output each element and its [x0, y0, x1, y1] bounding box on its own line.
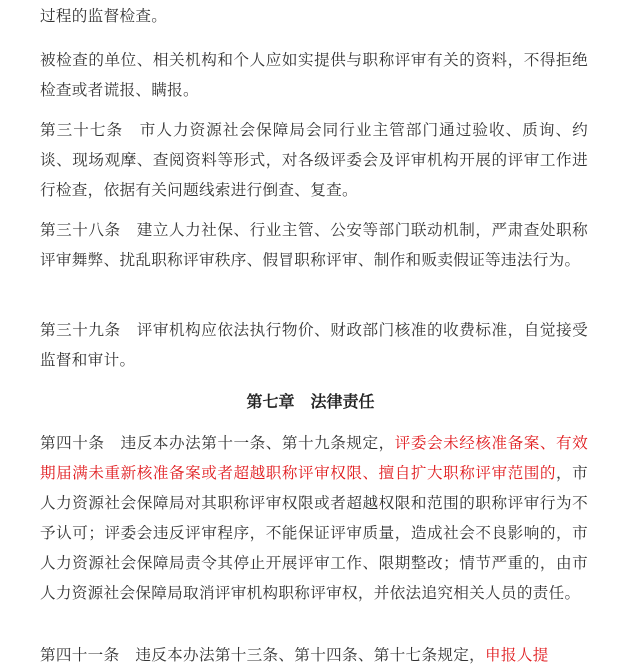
article-41-lead: 第四十一条 违反本办法第十三条、第十四条、第十七条规定，: [40, 646, 486, 664]
paragraph-article-40: [40, 428, 588, 608]
article-40-highlight: 评委会未经核准备案、有效期届满未重新核准备案或者超越职称评审权限、擅自扩大职称评审范围的: [40, 434, 588, 482]
paragraph-article-38: 第三十八条 建立人力社保、行业主管、公安等部门联动机制，严肃查处职称评审舞弊、扰乱职称评审秩序、假冒职称评审、制作和贩卖假证等违法行为。: [40, 221, 588, 269]
article-40-lead: 第四十条 违反本办法第十一条、第十九条规定，: [40, 434, 395, 452]
paragraph-supervision-end: 过程的监督检查。: [40, 7, 168, 25]
paragraph-article-37: 第三十七条 市人力资源社会保障局会同行业主管部门通过验收、质询、约谈、现场观摩、查阅资料等形式，对各级评委会及评审机构开展的评审工作进行检查，依据有关问题线索进行倒查、复查。: [40, 121, 588, 199]
paragraph-inspected-units: 被检查的单位、相关机构和个人应如实提供与职称评审有关的资料，不得拒绝检查或者谎报、瞒报。: [40, 51, 588, 99]
paragraph-article-39: 第三十九条 评审机构应依法执行物价、财政部门核准的收费标准，自觉接受监督和审计。: [40, 321, 588, 369]
chapter-title: 第七章 法律责任: [246, 392, 375, 411]
paragraph-article-41: [40, 640, 588, 670]
article-41-highlight: 申报人提: [485, 646, 549, 664]
article-40-rest: ，市人力资源社会保障局对其职称评审权限或者超越权限和范围的职称评审行为不予认可；评委会违反评审程序，不能保证评审质量，造成社会不良影响的，市人力资源社会保障局责令其停止开展评审工作、限期整改；情节严重的，由市人力资源社会保障局取消评审机构职称评审权，并依法追究相关人员的责任。: [40, 464, 588, 602]
